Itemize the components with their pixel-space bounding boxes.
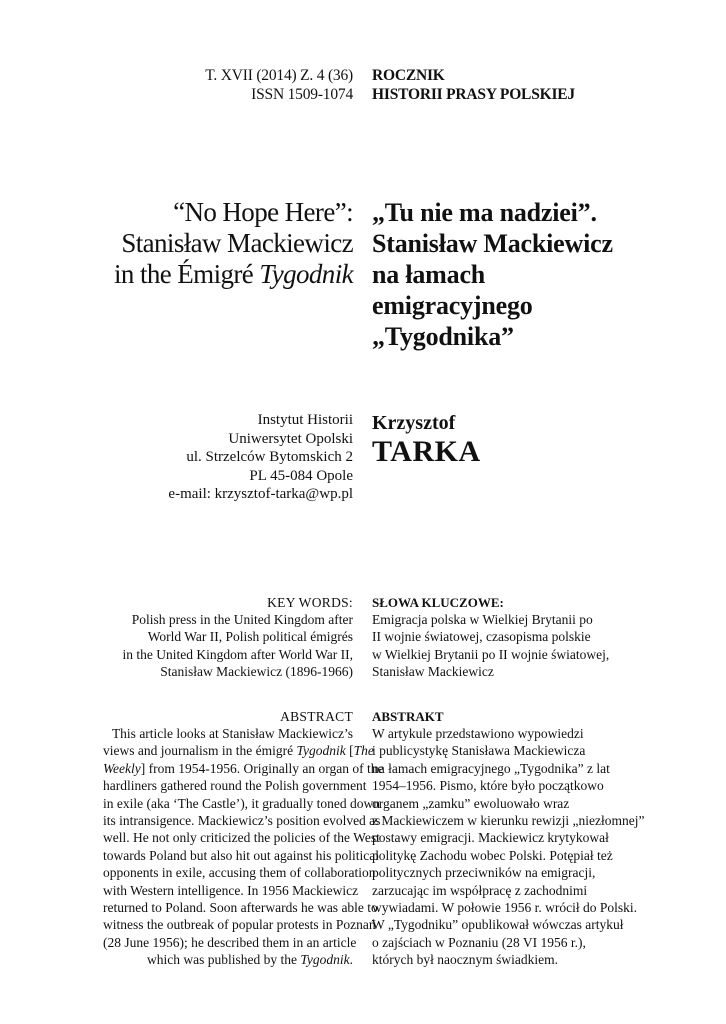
title-pl-line2: Stanisław Mackiewicz	[372, 229, 613, 258]
abstract-pl-line: na łamach emigracyjnego „Tygodnika” z lat	[372, 760, 610, 776]
abstract-en-heading: ABSTRACT	[280, 709, 353, 724]
keywords-polish	[372, 594, 609, 681]
abstract-en-italic: Tygodnik	[300, 952, 350, 968]
abstract-pl-line: i publicystykę Stanisława Mackiewicza	[372, 743, 586, 759]
affiliation-line3: ul. Strzelców Bytomskich 2	[186, 449, 353, 466]
volume-line: T. XVII (2014) Z. 4 (36)	[205, 67, 353, 84]
abstract-en-text: which was published by the	[147, 952, 301, 968]
keywords-en-heading: KEY WORDS:	[267, 595, 353, 610]
keywords-pl-line: Stanisław Mackiewicz	[372, 664, 494, 680]
keywords-english	[122, 594, 353, 681]
abstract-pl-line: politykę Zachodu wobec Polski. Potępiał też	[372, 847, 613, 863]
title-en-line3-italic: Tygodnik	[259, 259, 353, 289]
title-en-line1: “No Hope Here”:	[173, 197, 353, 227]
title-pl-line1: „Tu nie ma nadziei”.	[372, 198, 597, 227]
title-pl-line5: „Tygodnika”	[372, 322, 514, 351]
abstract-en-italic: Tygodnik	[296, 743, 346, 759]
issn-line: ISSN 1509-1074	[251, 86, 353, 103]
author-last-name: TARKA	[372, 435, 481, 468]
abstract-en-line	[103, 742, 374, 759]
keywords-en-line: Stanisław Mackiewicz (1896-1966)	[160, 664, 353, 680]
abstract-en-italic: The	[353, 743, 374, 759]
author-affiliation	[168, 411, 353, 504]
abstract-pl-line: organem „zamku” ewoluowało wraz	[372, 795, 570, 811]
keywords-en-line: Polish press in the United Kingdom after	[131, 612, 353, 627]
title-polish	[372, 197, 613, 352]
abstract-en-line: witness the outbreak of popular protests in Poznań	[103, 917, 376, 933]
abstract-en-line: returned to Poland. Soon afterwards he was able to	[103, 900, 378, 916]
abstract-pl-line: których był naocznym świadkiem.	[372, 952, 558, 968]
abstract-pl-line: wywiadami. W połowie 1956 r. wrócił do Polski.	[372, 900, 637, 916]
title-en-line2: Stanisław Mackiewicz	[121, 228, 353, 258]
abstract-en-line	[103, 760, 384, 777]
title-en-line3-prefix: in the Émigré	[114, 259, 260, 289]
abstract-en-line: with Western intelligence. In 1956 Mackiewicz	[103, 882, 359, 898]
keywords-pl-heading: SŁOWA KLUCZOWE:	[372, 595, 504, 610]
abstract-english	[103, 708, 384, 969]
abstract-en-line: in exile (aka ‘The Castle’), it gradually toned down	[103, 795, 381, 811]
abstract-pl-line: W artykule przedstawiono wypowiedzi	[372, 726, 584, 741]
keywords-en-line: World War II, Polish political émigrés	[147, 629, 353, 645]
keywords-pl-line: w Wielkiej Brytanii po II wojnie światowej,	[372, 646, 610, 662]
abstract-en-line: hardliners gathered round the Polish government	[103, 778, 367, 794]
abstract-pl-line: politycznych przeciwników na emigracji,	[372, 865, 596, 881]
abstract-en-line	[103, 951, 353, 968]
abstract-pl-line: o zajściach w Poznaniu (28 VI 1956 r.),	[372, 934, 586, 950]
journal-name-line2: HISTORII PRASY POLSKIEJ	[372, 86, 575, 103]
abstract-en-line: towards Poland but also hit out against his political	[103, 847, 379, 863]
affiliation-line2: Uniwersytet Opolski	[228, 430, 353, 447]
keywords-en-line: in the United Kingdom after World War II,	[122, 646, 353, 662]
abstract-en-text: .	[349, 952, 353, 968]
title-pl-line3: na łamach	[372, 260, 486, 289]
abstract-pl-line: z Mackiewiczem w kierunku rewizji „niezłomnej”	[372, 813, 645, 829]
keywords-pl-line: Emigracja polska w Wielkiej Brytanii po	[372, 612, 593, 627]
abstract-en-line: (28 June 1956); he described them in an article	[103, 934, 357, 950]
abstract-polish	[372, 708, 645, 969]
abstract-pl-line: zarzucając im współpracę z zachodnimi	[372, 882, 588, 898]
journal-issue-info	[205, 66, 353, 104]
affiliation-line4: PL 45-084 Opole	[249, 467, 353, 484]
abstract-pl-line: postawy emigracji. Mackiewicz krytykował	[372, 830, 609, 846]
abstract-en-line: opponents in exile, accusing them of collaboration	[103, 865, 376, 881]
journal-name-line1: ROCZNIK	[372, 67, 445, 84]
author-name	[372, 411, 481, 469]
abstract-en-text: [	[345, 743, 354, 759]
abstract-en-italic: Weekly	[103, 760, 141, 776]
title-en-line3	[114, 259, 353, 290]
journal-name	[372, 66, 575, 104]
abstract-en-line: its intransigence. Mackiewicz’s position evolved as	[103, 813, 381, 829]
abstract-en-text: ] from 1954-1956. Originally an organ of the	[140, 760, 384, 776]
abstract-en-line: This article looks at Stanisław Mackiewicz’s	[111, 726, 353, 741]
title-english	[114, 197, 353, 290]
author-email: e-mail: krzysztof-tarka@wp.pl	[168, 486, 353, 503]
keywords-pl-line: II wojnie światowej, czasopisma polskie	[372, 629, 591, 645]
affiliation-line1: Instytut Historii	[257, 412, 353, 428]
abstract-pl-heading: ABSTRAKT	[372, 709, 444, 724]
author-first-name: Krzysztof	[372, 412, 456, 434]
abstract-en-text: views and journalism in the émigré	[103, 743, 297, 759]
title-pl-line4: emigracyjnego	[372, 291, 533, 320]
abstract-en-line: well. He not only criticized the policies of the West	[103, 830, 380, 846]
abstract-pl-line: 1954–1956. Pismo, które było początkowo	[372, 778, 604, 794]
abstract-pl-line: W „Tygodniku” opublikował wówczas artykuł	[372, 917, 624, 933]
